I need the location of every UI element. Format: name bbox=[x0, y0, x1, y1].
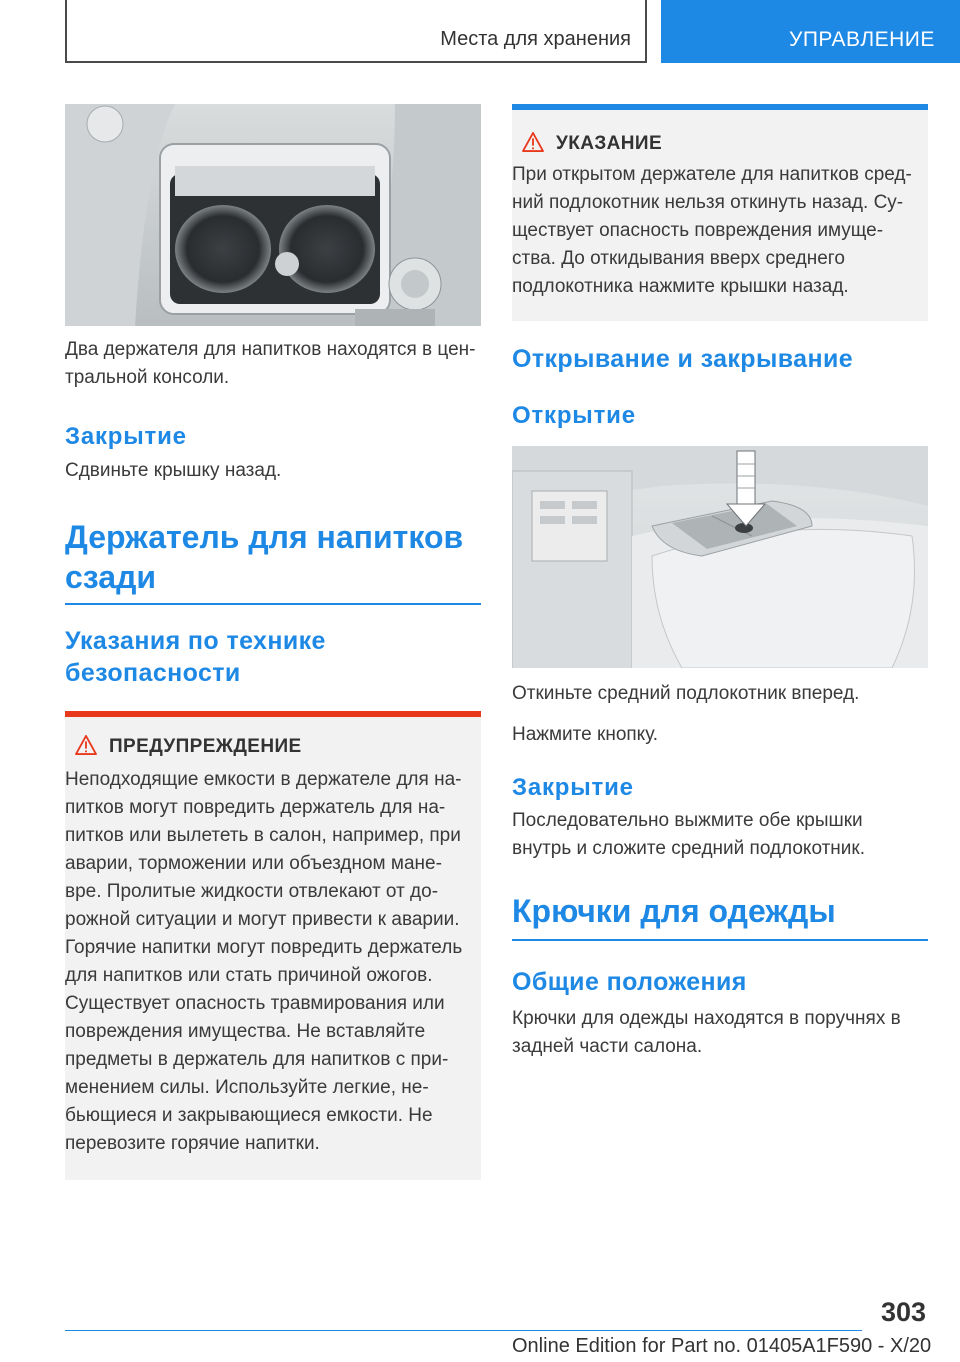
safety-heading: Указания по технике безопасности bbox=[65, 627, 326, 687]
right-column bbox=[512, 104, 928, 1061]
header-section-box bbox=[65, 0, 647, 63]
notice-title: УКАЗАНИЕ bbox=[556, 133, 663, 154]
heading-rule bbox=[512, 939, 928, 941]
rear-cupholder-heading: Держатель для напитков сзади bbox=[65, 519, 464, 595]
opening-heading: Открытие bbox=[512, 402, 636, 429]
closing-heading-right: Закрытие bbox=[512, 774, 634, 801]
warning-triangle-icon bbox=[75, 735, 97, 755]
closing-text-right: Последовательно выжмите обе крышки внутрь и сложите средний подлокотник. bbox=[512, 810, 866, 859]
chapter-tab: УПРАВЛЕНИЕ bbox=[661, 0, 960, 63]
closing-heading: Закрытие bbox=[65, 423, 187, 450]
general-heading: Общие положения bbox=[512, 968, 747, 996]
footer-rule bbox=[65, 1330, 862, 1331]
general-text: Крючки для одежды находятся в поручнях в задней части салона. bbox=[512, 1008, 901, 1057]
warning-box bbox=[65, 711, 481, 1180]
opening-step-2: Нажмите кнопку. bbox=[512, 724, 659, 745]
notice-box bbox=[512, 104, 928, 321]
photo-caption: Два держателя для напитков находятся в цен- тральной консоли. bbox=[65, 339, 476, 388]
opening-step-1: Откиньте средний подлокотник вперед. bbox=[512, 683, 860, 704]
warning-title: ПРЕДУПРЕЖДЕНИЕ bbox=[109, 736, 302, 757]
section-title: Места для хранения bbox=[440, 28, 631, 50]
notice-title-row bbox=[512, 132, 922, 155]
page-number: 303 bbox=[880, 1297, 926, 1327]
edition-text: Online Edition for Part no. 01405A1F590 - X/20 bbox=[512, 1335, 932, 1357]
warning-title-row bbox=[65, 735, 475, 758]
warning-text: Неподходящие емкости в держателе для на- питков могут повредить держатель для на- питков или вылететь в салон, например, при аварии, торможении или объездном мане- вре. Пролитые жидкости отвлекают от до- рожной ситуации и могут привести к аварии. Горячие напитки могут повредить держатель для напитков или стать причиной ожогов. Существует опасность травмирования или повреждения имущества. Не вставляйте предметы в держатель для напитков с при- менением силы. Используйте легкие, не- бьющиеся и закрывающиеся емкости. Не перевозите горячие напитки. bbox=[65, 769, 463, 1154]
open-close-heading: Открывание и закрывание bbox=[512, 345, 854, 373]
heading-rule bbox=[65, 603, 481, 605]
rear-armrest-photo bbox=[512, 446, 928, 668]
closing-text: Сдвиньте крышку назад. bbox=[65, 460, 282, 481]
clothes-hooks-heading: Крючки для одежды bbox=[512, 893, 836, 929]
front-cupholder-photo bbox=[65, 104, 481, 326]
notice-text: При открытом держателе для напитков сред- ний подлокотник нельзя откинуть назад. Су- ществует опасность повреждения имуще- ства. До откидывания вверх среднего подлокотника нажмите крышки назад. bbox=[512, 164, 912, 297]
left-column bbox=[65, 104, 481, 1180]
warning-triangle-icon bbox=[522, 132, 544, 152]
